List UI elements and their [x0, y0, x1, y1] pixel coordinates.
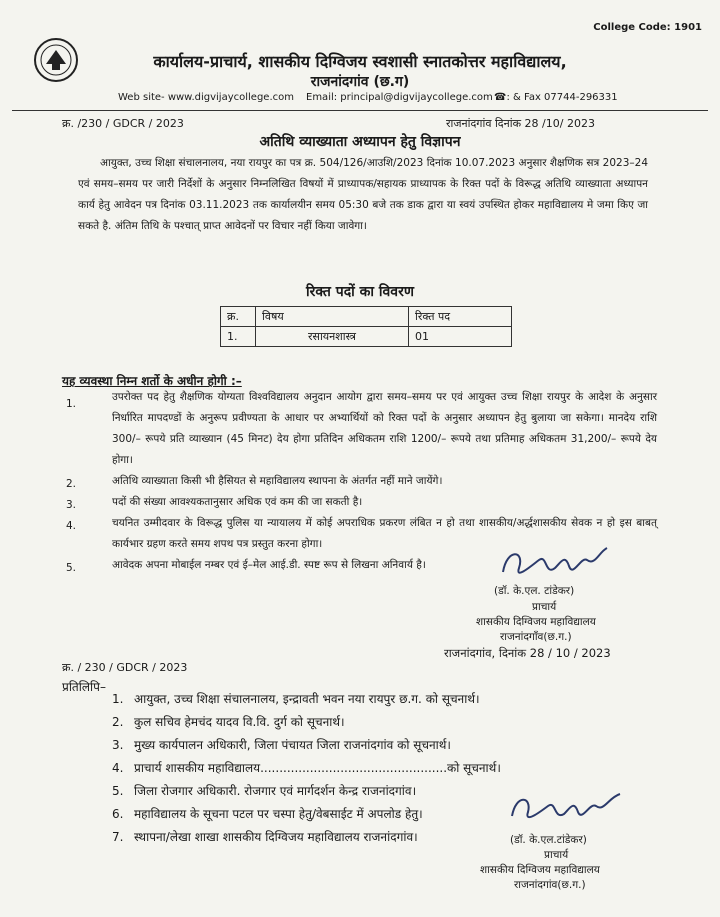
list-item [112, 805, 423, 822]
signature2-designation: प्राचार्य [544, 849, 569, 861]
signature2-org: शासकीय दिग्विजय महाविद्यालय [480, 864, 600, 876]
copy-item-number: 7. [112, 830, 124, 844]
copy-item-text: आयुक्त, उच्च शिक्षा संचालनालय, इन्द्रावती भवन नया रायपुर छ.ग. को सूचनार्थ। [134, 692, 480, 706]
condition-number: 4. [66, 520, 77, 532]
website-text: Web site- www.digvijaycollege.com [118, 92, 294, 103]
copy-item-text: प्राचार्य शासकीय महाविद्यालय.................................................को सूचनार्थ। [134, 761, 501, 775]
list-item [112, 782, 416, 799]
condition-text: उपरोक्त पद हेतु शैक्षणिक योग्यता विश्वविद्यालय अनुदान आयोग द्वारा समय–समय पर एवं आयुक्त उच्च शिक्षा रायपुर के आदेश के अनुसार निर्धारित मापदण्डों के अनुरूप प्रवीण्यता के आधार पर अभ्यार्थियों को रिक्त पदों के अनुसार अध्यापन हेतु बुलाया जा सकेगा। मानदेय राशि 300/– रूपये प्रति व्याख्यान (45 मिनट) देय होगा प्रतिदिन अधिकतम राशि 1200/– रूपये तथा प्रतिमाह अधिकतम 31,200/– रूपये देय होगा। [112, 391, 657, 466]
condition-text: अतिथि व्याख्याता किसी भी हैसियत से महाविद्यालय स्थापना के अंतर्गत नहीं माने जायेंगे। [112, 475, 443, 487]
list-item [112, 713, 345, 730]
condition-number: 5. [66, 562, 77, 574]
reference-number: क्र. /230 / GDCR / 2023 [62, 117, 184, 130]
condition-number: 2. [66, 478, 77, 490]
notice-body-text: आयुक्त, उच्च शिक्षा संचालनालय, नया रायपुर का पत्र क्र. 504/126/आउशि/2023 दिनांक 10.07.2023 अनुसार शैक्षणिक सत्र 2023–24 एवं समय–समय पर जारी निर्देशों के अनुसार निम्नलिखित विषयों में प्राध्यापक/सहायक प्राध्यापक के रिक्त पदों के विरूद्ध अतिथि व्याख्याता अध्यापन कार्य हेतु आवेदन पत्र दिनांक 03.11.2023 तक कार्यालयीन समय 05:30 बजे तक डाक द्वारा या स्वयं उपस्थित होकर महाविद्यालय मे जमा किए जा सकते है. अंतिम तिथि के पश्चात् प्राप्त आवेदनों पर विचार नहीं किया जावेगा। [78, 157, 648, 232]
vacancy-title: रिक्त पदों का विवरण [306, 284, 414, 300]
copy-item-number: 2. [112, 715, 124, 729]
signature1-designation: प्राचार्य [532, 601, 557, 613]
vacancy-header-serial: क्र. [221, 307, 256, 327]
copy-item-text: मुख्य कार्यपालन अधिकारी, जिला पंचायत जिला राजनांदगांव को सूचनार्थ। [134, 738, 451, 752]
principal-signature-icon [495, 538, 615, 588]
signature1-place: राजनांदगाँव(छ.ग.) [500, 631, 572, 643]
fax-text: ☎: & Fax 07744-296331 [494, 92, 618, 103]
copy-item-number: 3. [112, 738, 124, 752]
list-item [112, 759, 501, 776]
header-title-line2: राजनांदगांव (छ.ग) [310, 74, 410, 90]
email-text: Email: principal@digvijaycollege.com [306, 92, 493, 103]
principal-signature-icon [506, 786, 626, 830]
college-code: College Code: 1901 [593, 22, 702, 33]
reference-date: राजनांदगांव दिनांक 28 /10/ 2023 [446, 117, 595, 130]
header-title-line1: कार्यालय-प्राचार्य, शासकीय दिग्विजय स्वशासी स्नातकोत्तर महाविद्यालय, [153, 52, 567, 71]
condition-text: आवेदक अपना मोबाईल नम्बर एवं ई–मेल आई.डी. स्पष्ट रूप से लिखना अनिवार्य है। [112, 559, 426, 571]
copy-reference: क्र. / 230 / GDCR / 2023 [62, 661, 188, 674]
vacancy-cell-posts: 01 [409, 327, 512, 347]
notice-title: अतिथि व्याख्याता अध्यापन हेतु विज्ञापन [259, 134, 461, 150]
notice-body [78, 153, 648, 237]
signature1-date: राजनांदगांव, दिनांक 28 / 10 / 2023 [444, 646, 611, 660]
copy-item-text: महाविद्यालय के सूचना पटल पर चस्पा हेतु/वेबसाईट में अपलोड हेतु। [134, 807, 423, 821]
conditions-heading: यह व्यवस्था निम्न शर्तो के अधीन होगी :– [62, 374, 242, 388]
vacancy-header-posts: रिक्त पद [409, 307, 512, 327]
header-divider [12, 110, 708, 111]
condition-number: 1. [66, 398, 77, 410]
condition-text: चयनित उम्मीदवार के विरूद्ध पुलिस या न्यायालय में कोई अपराधिक प्रकरण लंबित न हो तथा शासकीय/अर्द्धशासकीय सेवक न हो इस बाबत् कार्यभार ग्रहण करते समय शपथ पत्र प्रस्तुत करना होगा। [112, 517, 657, 550]
vacancy-header-subject: विषय [256, 307, 409, 327]
copy-heading: प्रतिलिपि– [62, 680, 106, 694]
vacancy-cell-serial: 1. [221, 327, 256, 347]
vacancy-table [220, 306, 512, 347]
college-emblem-icon [32, 36, 80, 84]
copy-item-text: जिला रोजगार अधिकारी. रोजगार एवं मार्गदर्शन केन्द्र राजनांदगांव। [134, 784, 417, 798]
condition-text: पदों की संख्या आवश्यकतानुसार अधिक एवं कम की जा सकती है। [112, 496, 363, 508]
signature2-place: राजनांदगांव(छ.ग.) [514, 879, 586, 891]
signature1-name: (डॉ. के.एल. टांडेकर) [494, 585, 575, 597]
copy-item-number: 1. [112, 692, 124, 706]
vacancy-header-row [221, 307, 512, 327]
condition-number: 3. [66, 499, 77, 511]
vacancy-cell-subject: रसायनशास्त्र [256, 327, 409, 347]
copy-item-number: 4. [112, 761, 124, 775]
copy-item-number: 5. [112, 784, 124, 798]
list-item [112, 690, 480, 707]
signature1-org: शासकीय दिग्विजय महाविद्यालय [476, 616, 596, 628]
copy-item-text: स्थापना/लेखा शाखा शासकीय दिग्विजय महाविद्यालय राजनांदगांव। [134, 830, 418, 844]
list-item [112, 736, 451, 753]
list-item [112, 828, 418, 845]
table-row [221, 327, 512, 347]
copy-item-number: 6. [112, 807, 124, 821]
signature2-name: (डॉ. के.एल.टांडेकर) [510, 834, 587, 846]
copy-item-text: कुल सचिव हेमचंद यादव वि.वि. दुर्ग को सूचनार्थ। [134, 715, 345, 729]
